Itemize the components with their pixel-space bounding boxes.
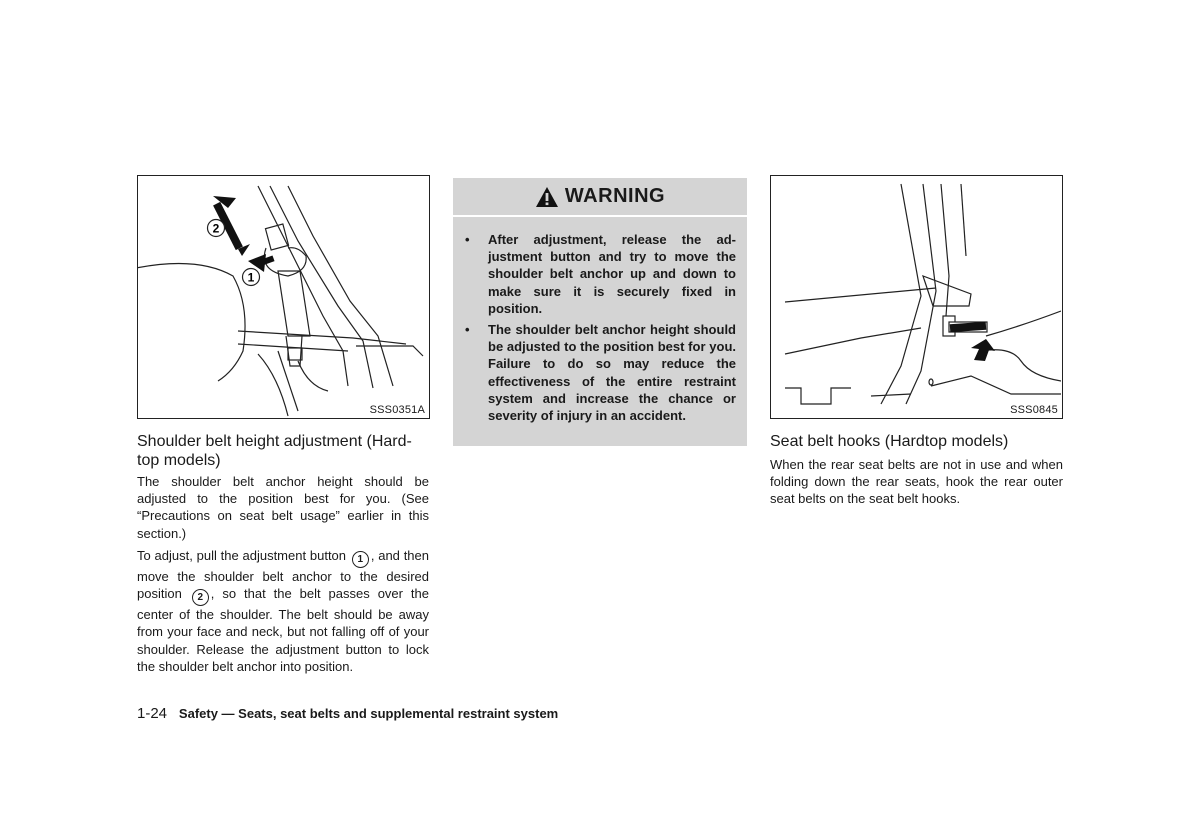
shoulder-belt-figure xyxy=(137,175,430,419)
warning-item xyxy=(465,321,736,424)
body-paragraph: When the rear seat belts are not in use and when folding down the rear seats, hook the rear outer seat belts on the seat belt hooks. xyxy=(770,457,1063,507)
callout-1-inline: 1 xyxy=(352,551,369,568)
warning-title: WARNING xyxy=(564,185,666,207)
figure-code: SSS0845 xyxy=(1010,404,1058,416)
chapter-title: Safety — Seats, seat belts and supplemental restraint system xyxy=(178,706,559,721)
warning-triangle-icon xyxy=(535,186,559,208)
instruction-text-c: , so that the belt passes over the center of the shoulder. The belt should be away from your face and neck, but not falling off of your shoulder. Release the adjustment button to lock the shoulder belt anchor into position. xyxy=(137,586,429,674)
callout-2-inline: 2 xyxy=(192,589,209,606)
adjust-instructions xyxy=(137,547,429,675)
bullet: • xyxy=(465,322,470,338)
instruction-text-b: , and then move the shoulder belt anchor to the desired position xyxy=(137,548,429,602)
warning-item-text: After adjustment, release the ad-justment button and try to move the shoulder belt anchor up and down to make sure it is securely fixed in position. xyxy=(488,232,736,316)
warning-list xyxy=(465,231,736,428)
seat-belt-hook-figure xyxy=(770,175,1063,419)
shoulder-belt-illustration xyxy=(138,176,428,417)
instruction-text-a: To adjust, pull the adjustment button xyxy=(137,548,347,563)
page-number: 1-24 xyxy=(137,705,168,722)
seat-belt-hook-illustration xyxy=(771,176,1061,417)
callout-2-label: 2 xyxy=(212,221,220,236)
warning-box xyxy=(453,178,747,446)
bullet: • xyxy=(465,232,470,247)
figure-code: SSS0351A xyxy=(369,404,425,416)
up-arrow-icon xyxy=(971,339,995,361)
callout-1-label: 1 xyxy=(247,270,255,285)
warning-header xyxy=(453,178,747,217)
section-heading: Seat belt hooks (Hardtop models) xyxy=(770,433,1009,450)
body-paragraph: The shoulder belt anchor height should be adjusted to the position best for you. (See “Precautions on seat belt usage” earlier in this section.) xyxy=(137,474,429,541)
section-heading: Shoulder belt height adjustment (Hard-top models) xyxy=(137,433,412,469)
warning-item xyxy=(465,231,736,317)
warning-item-text: The shoulder belt anchor height should be adjusted to the position best for you. Failure to do so may reduce the effectiveness of the entire restraint system and increase the chance or severity of injury in an accident. xyxy=(488,322,736,424)
page-footer xyxy=(137,705,558,722)
